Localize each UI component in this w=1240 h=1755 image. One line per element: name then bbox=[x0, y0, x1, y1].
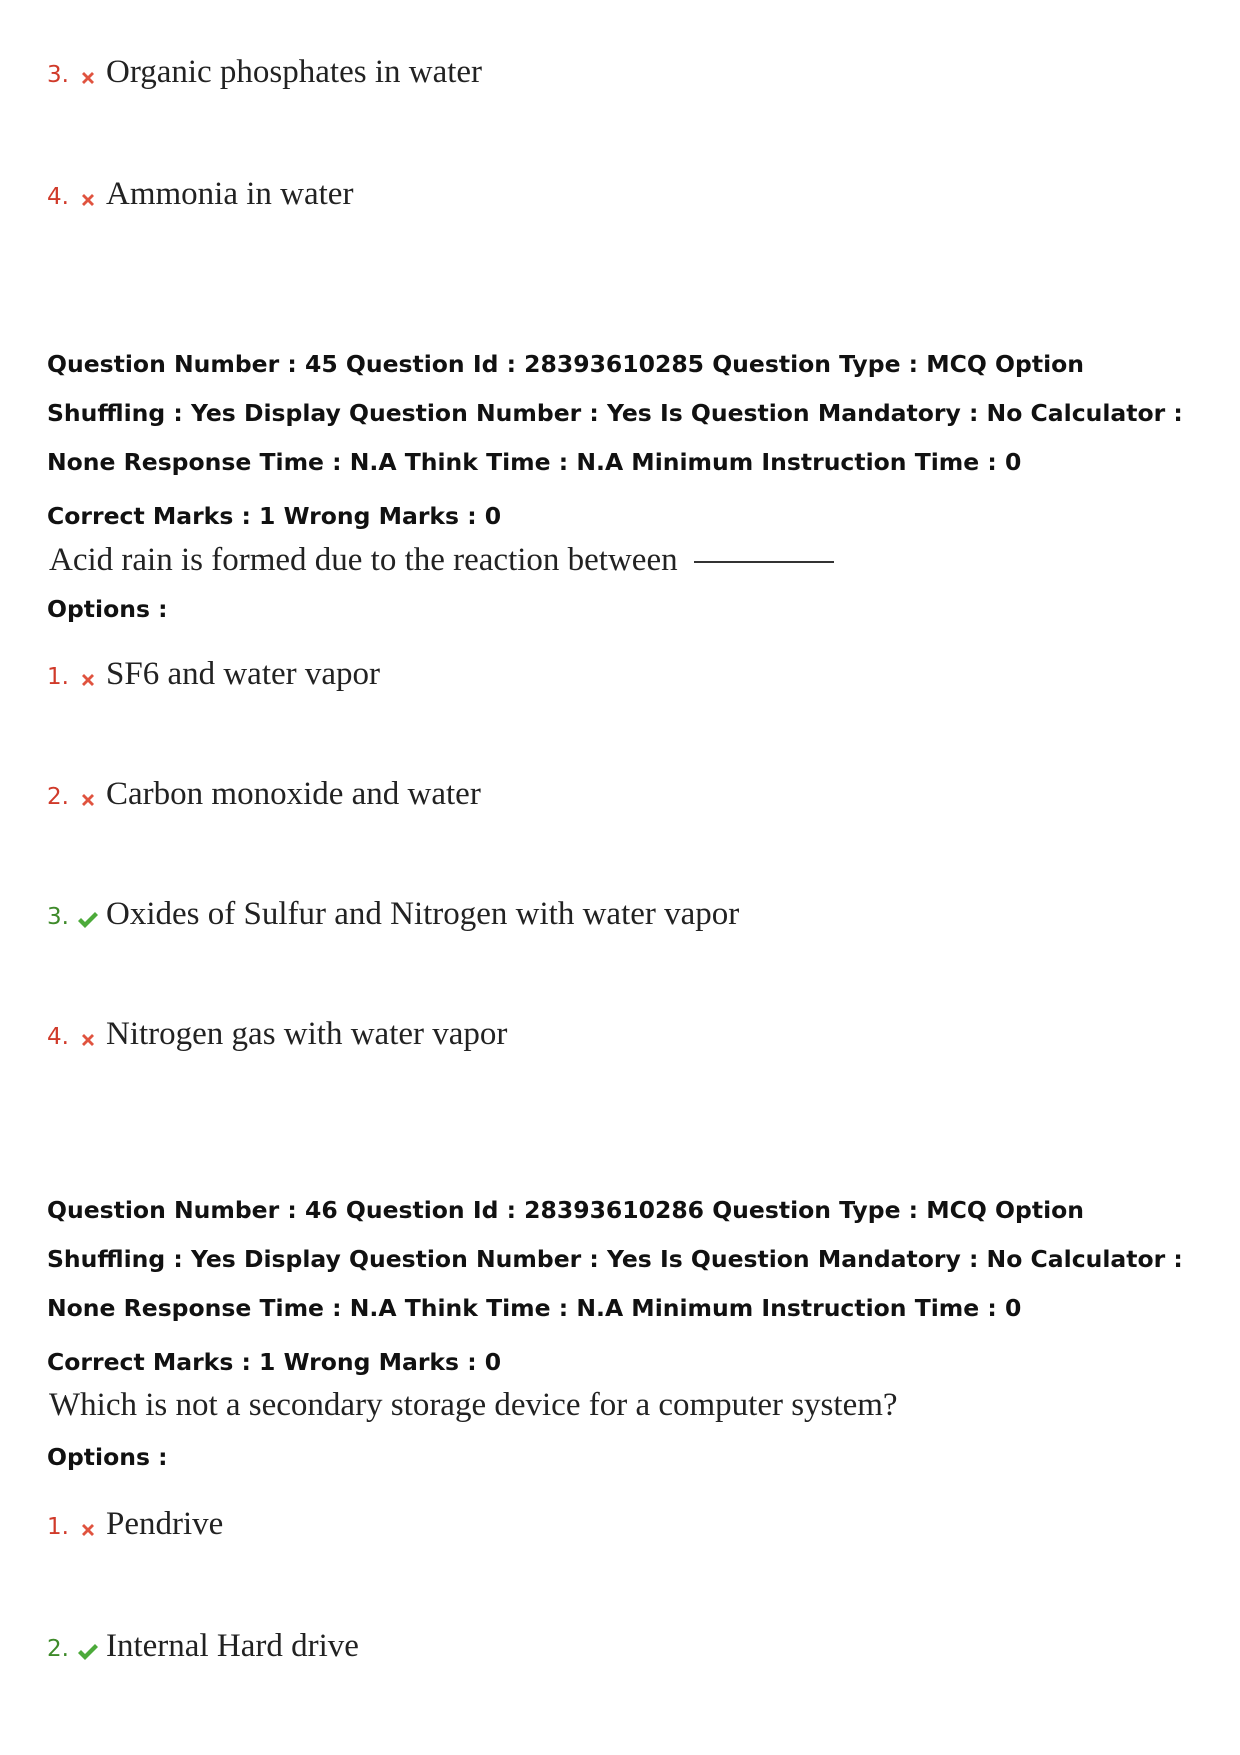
question-46-meta: Question Number : 46 Question Id : 28393610286 Question Type : MCQ Option Shuffling : Yes Display Question Number : Yes Is Question Mandatory : No Calculator : None Response Time : N.A Think Time : N.A Minimum Instruction Time : 0 bbox=[47, 1196, 1183, 1322]
cross-icon bbox=[76, 1518, 100, 1542]
cross-icon bbox=[76, 188, 100, 212]
option-number: 1. bbox=[47, 664, 69, 690]
option-number: 4. bbox=[47, 1024, 69, 1050]
q45-option-1 bbox=[47, 650, 380, 710]
question-45-meta: Question Number : 45 Question Id : 28393610285 Question Type : MCQ Option Shuffling : Yes Display Question Number : Yes Is Question Mandatory : No Calculator : None Response Time : N.A Think Time : N.A Minimum Instruction Time : 0 bbox=[47, 350, 1183, 476]
option-text: Carbon monoxide and water bbox=[106, 776, 481, 812]
option-text: Oxides of Sulfur and Nitrogen with water vapor bbox=[106, 896, 740, 932]
option-text: Organic phosphates in water bbox=[106, 54, 483, 90]
cross-icon bbox=[76, 788, 100, 812]
q45-option-2 bbox=[47, 770, 481, 830]
option-text: SF6 and water vapor bbox=[106, 656, 381, 692]
cross-icon bbox=[76, 66, 100, 90]
question-46-text: Which is not a secondary storage device for a computer system? bbox=[49, 1387, 898, 1423]
option-number: 4. bbox=[47, 184, 69, 210]
option-number: 2. bbox=[47, 1636, 69, 1662]
q45-option-3 bbox=[47, 890, 739, 950]
prev-option-3 bbox=[47, 48, 482, 108]
option-text: Internal Hard drive bbox=[106, 1628, 359, 1664]
option-number: 2. bbox=[47, 784, 69, 810]
option-number: 3. bbox=[47, 62, 69, 88]
option-number: 3. bbox=[47, 904, 69, 930]
cross-icon bbox=[76, 1028, 100, 1052]
cross-icon bbox=[76, 668, 100, 692]
option-text: Nitrogen gas with water vapor bbox=[106, 1016, 508, 1052]
check-icon bbox=[76, 908, 100, 932]
question-46-options-label: Options : bbox=[47, 1443, 168, 1471]
option-text: Ammonia in water bbox=[106, 176, 354, 212]
q46-option-2 bbox=[47, 1622, 359, 1682]
question-46-marks: Correct Marks : 1 Wrong Marks : 0 bbox=[47, 1348, 502, 1376]
q46-option-1 bbox=[47, 1500, 223, 1560]
check-icon bbox=[76, 1640, 100, 1664]
question-45-marks: Correct Marks : 1 Wrong Marks : 0 bbox=[47, 502, 502, 530]
q45-option-4 bbox=[47, 1010, 507, 1070]
question-45-options-label: Options : bbox=[47, 595, 168, 623]
option-number: 1. bbox=[47, 1514, 69, 1540]
prev-option-4 bbox=[47, 170, 353, 230]
option-text: Pendrive bbox=[106, 1506, 224, 1542]
question-45-text bbox=[49, 544, 834, 577]
answer-blank bbox=[694, 561, 834, 563]
question-text: Acid rain is formed due to the reaction between bbox=[49, 542, 678, 578]
